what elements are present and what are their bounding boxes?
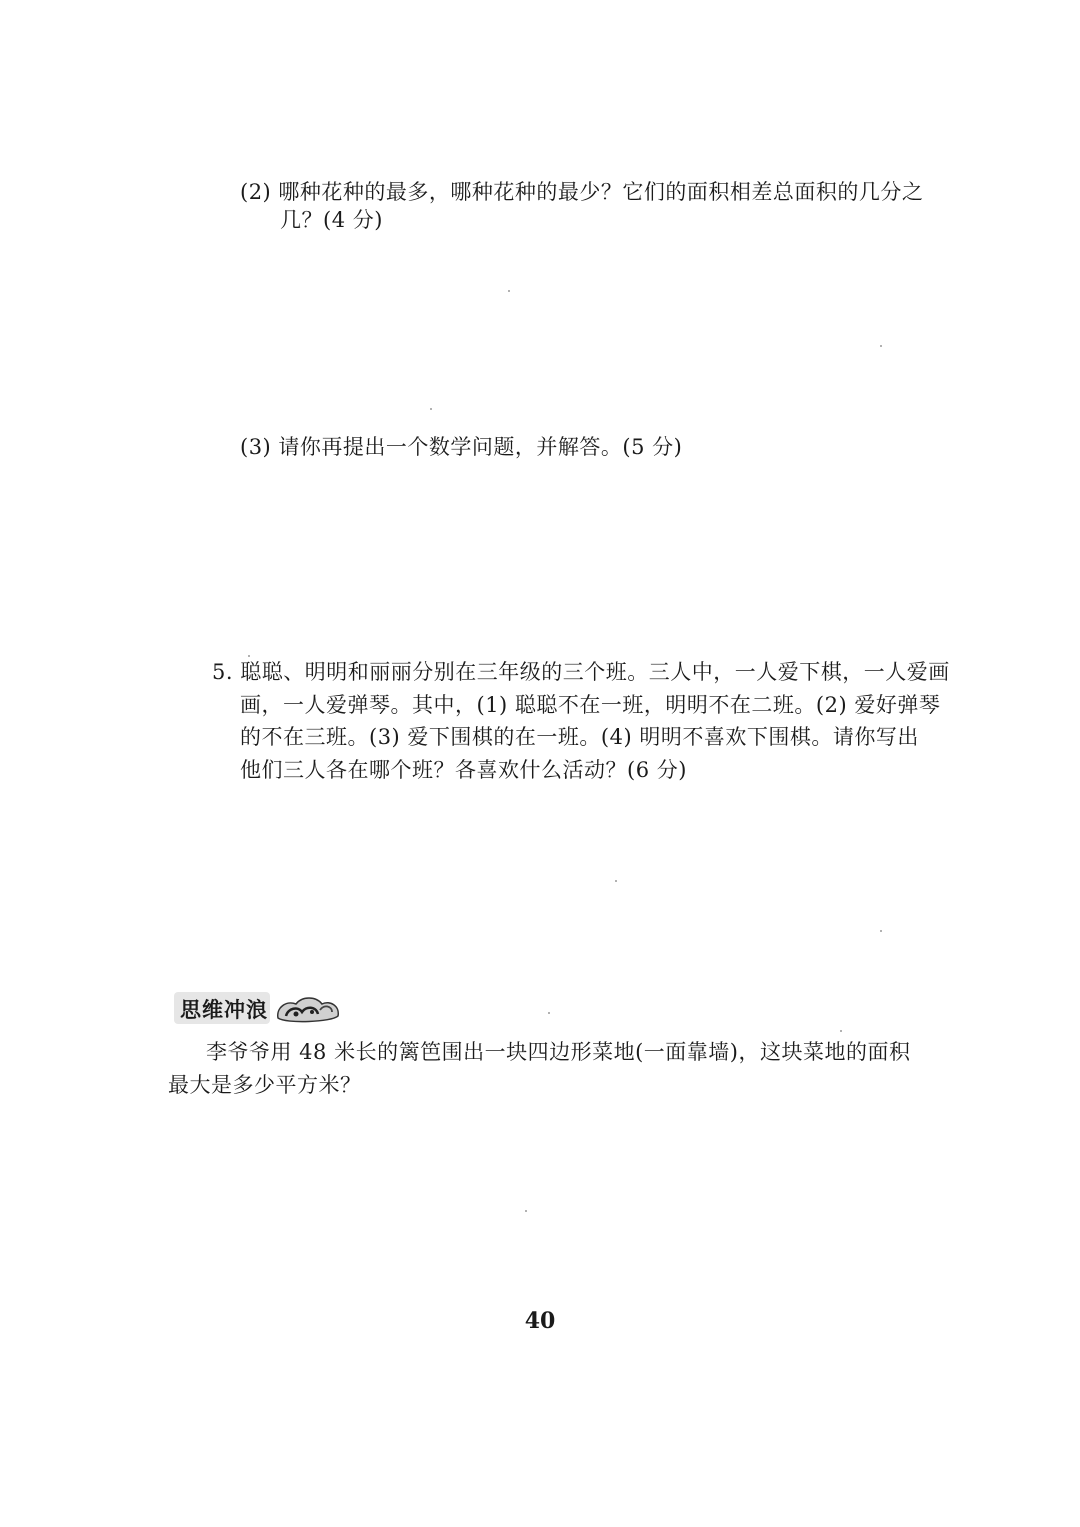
question-2-line-2: 几？(4 分) [280, 208, 383, 232]
thinking-section-title: 思维冲浪 [180, 998, 268, 1022]
thinking-problem-line-2: 最大是多少平方米？ [168, 1073, 362, 1097]
question-3: (3) 请你再提出一个数学问题，并解答。(5 分) [240, 435, 683, 459]
page-number: 40 [524, 1308, 556, 1334]
problem-5-line-3: 的不在三班。(3) 爱下围棋的在一班。(4) 明明不喜欢下围棋。请你写出 [240, 725, 919, 749]
scan-speck [880, 930, 882, 932]
scan-speck [248, 655, 250, 657]
problem-5-line-4: 他们三人各在哪个班？各喜欢什么活动？(6 分) [240, 758, 687, 782]
problem-5-line-1: 5. 聪聪、明明和丽丽分别在三年级的三个班。三人中，一人爱下棋，一人爱画 [212, 660, 950, 684]
question-2-line-1: (2) 哪种花种的最多，哪种花种的最少？它们的面积相差总面积的几分之 [240, 180, 924, 204]
scan-speck [508, 290, 510, 292]
scan-speck [525, 1210, 527, 1212]
wave-decoration-icon [272, 992, 344, 1026]
thinking-problem-line-1: 李爷爷用 48 米长的篱笆围出一块四边形菜地(一面靠墙)，这块菜地的面积 [206, 1040, 911, 1064]
problem-5-line-2: 画，一人爱弹琴。其中，(1) 聪聪不在一班，明明不在二班。(2) 爱好弹琴 [240, 693, 941, 717]
scan-speck [840, 1030, 842, 1032]
scan-speck [430, 408, 432, 410]
scan-speck [880, 345, 882, 347]
scan-speck [615, 880, 617, 882]
thinking-section-header [172, 988, 347, 1030]
scan-speck [548, 1012, 550, 1014]
